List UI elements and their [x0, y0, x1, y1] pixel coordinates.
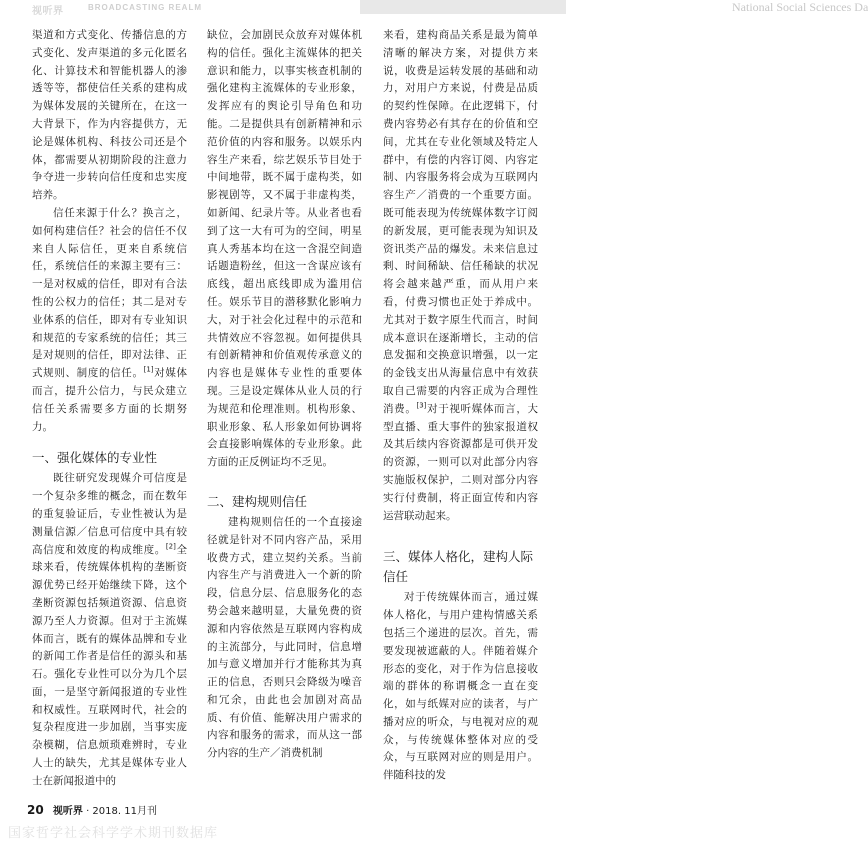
column-1: [32, 27, 187, 791]
section-heading: 二、建构规则信任: [207, 493, 308, 509]
paragraph-text: 既往研究发现媒介可信度是一个复杂多维的概念，而在数年的重复验证后，专业性被认为是测量信源／信息可信度中具有较高信度和效度的构成维度。: [32, 472, 187, 556]
paragraph: 渠道和方式变化、传播信息的方式变化、发声渠道的多元化匿名化、计算技术和智能机器人的渗透等等，都使信任关系的建构成为媒体发展的关键所在，在这一大背景下，作为内容提供方，无论是媒体机构、科技公司还是个体，都需要从初期阶段的注意力争夺进一步转向信任度和忠实度培养。: [32, 29, 187, 202]
database-watermark: 国家哲学社会科学学术期刊数据库: [8, 826, 219, 841]
paragraph-text: 信任来源于什么？换言之，如何构建信任？社会的信任不仅来自人际信任，更来自系统信任，系统信任的来源主要有三：一是对权威的信任，即对有合法性的公权力的信任；其二是对专业体系的信任，即对有专业知识和规范的专家系统的信任；其三是对规则的信任，即对法律、正式规则、制度的信任。: [32, 206, 187, 380]
section-heading: 三、媒体人格化，建构人际信任: [383, 549, 534, 585]
paragraph-text: 来看，建构商品关系是最为简单清晰的解决方案，对提供方来说，收费是运转发展的基础和动力，对用户方来说，付费是品质的契约性保障。在此逻辑下，付费内容势必有其存在的价值和空间，尤其在专业化领域及特定人群中，有偿的内容订阅、内容定制、内容服务将会成为互联网内容生产／消费的一个重要方面。既可能表现为传统媒体数字订阅的新发展，更可能表现为知识及资讯类产品的爆发。未来信息过剩、时间稀缺、信任稀缺的状况将会越来越严重，而从用户来看，付费习惯也正处于养成中。尤其对于数字原生代而言，时间成本意识在逐渐增长，主动的信息发掘和交换意识增强，以一定的金钱支出从海量信息中有效获取自己需要的内容正成为合理性消费。: [383, 29, 538, 415]
section-heading: 一、强化媒体的专业性: [32, 450, 158, 466]
paragraph: 建构规则信任的一个直接途径就是针对不同内容产品，采用收费方式，建立契约关系。当前内容生产与消费进入一个新的阶段，信息分层、信息服务化的态势会越来越明显，大量免费的资源和内容依然是互联网内容构成的主流部分，与此同时，信息增加与意义增加并行才能称其为真正的信息，否则只会降级为噪音和冗余，由此也会加剧对高品质、有价值、能解决用户需求的内容和服务的需求，而从这一部分内容的生产／消费机制: [207, 515, 362, 760]
citation-mark: [1]: [143, 365, 154, 374]
journal-logo: 视听界: [32, 6, 64, 17]
footer-issue: · 2018. 11月刊: [86, 806, 157, 817]
page-header: [0, 0, 868, 20]
paragraph: 对于传统媒体而言，通过媒体人格化，与用户建构情感关系包括三个递进的层次。首先，需要发现被遮蔽的人。伴随着媒介形态的变化，对于作为信息接收端的群体的称谓概念一直在变化，如与纸媒对应的读者，与广播对应的听众，与电视对应的观众，与传统媒体整体对应的受众，与互联网对应的则是用户。伴随科技的发: [383, 591, 538, 782]
paragraph-text: 对于视听媒体而言，大型直播、重大事件的独家报道权及其后续内容资源都是可供开发的资源，一则可以对此部分内容实施版权保护，二则对部分内容实行付费制，将正面宣传和内容运营联动起来。: [383, 402, 539, 522]
citation-mark: [2]: [165, 542, 176, 551]
page-footer: [27, 802, 157, 817]
paragraph: [32, 470, 187, 790]
column-2: [207, 27, 362, 763]
paragraph-text: 对媒体而言，提升公信力，与民众建立信任关系需要多方面的长期努力。: [32, 367, 188, 433]
paragraph: [32, 205, 187, 436]
journal-logo-subtitle: BROADCASTING REALM: [88, 3, 202, 12]
citation-mark: [3]: [416, 401, 427, 410]
paragraph: 缺位，会加剧民众放弃对媒体机构的信任。强化主流媒体的把关意识和能力，以事实核查机制的强化建构主流媒体的专业形象，发挥应有的舆论引导角色和功能。二是提供具有创新精神和示范价值的内容和服务。以娱乐内容生产来看，综艺娱乐节目处于中间地带，既不属于虚构类，如影视剧等，又不属于非虚构类，如新闻、纪录片等。从业者也看到了这一大有可为的空间，明星真人秀基本均在这一含混空间造话题造粉丝，但这一含谋应该有底线，超出底线即成为滥用信任。娱乐节目的潜移默化影响力大，对于社会化过程中的示范和共情效应不容忽视。如何提供具有创新精神和价值观传承意义的内容也是媒体专业性的重要体现。三是设定媒体从业人员的行为规范和伦理准则。机构形象、职业形象、私人形象如何协调将会直接影响媒体的专业形象。此方面的正反例证均不乏见。: [207, 29, 362, 469]
header-banner: [360, 0, 868, 14]
column-3: [383, 27, 538, 785]
page-number: 20: [27, 803, 44, 817]
database-name-en: National Social Sciences Da: [732, 0, 868, 14]
paragraph-text: 全球来看，传统媒体机构的垄断资源优势已经开始继续下降，这个垄断资源包括频道资源、信息资源乃至人力资源。但对于主流媒体而言，既有的媒体品牌和专业的新闻工作者是信任的源头和基石。强化专业性可以分为几个层面，一是坚守新闻报道的专业性和权威性。互联网时代，社会的复杂程度进一步加剧，当事实庞杂模糊，信息烦琐难辨时，专业人士的缺失，尤其是媒体专业人士在新闻报道中的: [32, 543, 188, 787]
paragraph: [383, 27, 538, 525]
footer-journal-name: 视听界: [52, 806, 83, 817]
